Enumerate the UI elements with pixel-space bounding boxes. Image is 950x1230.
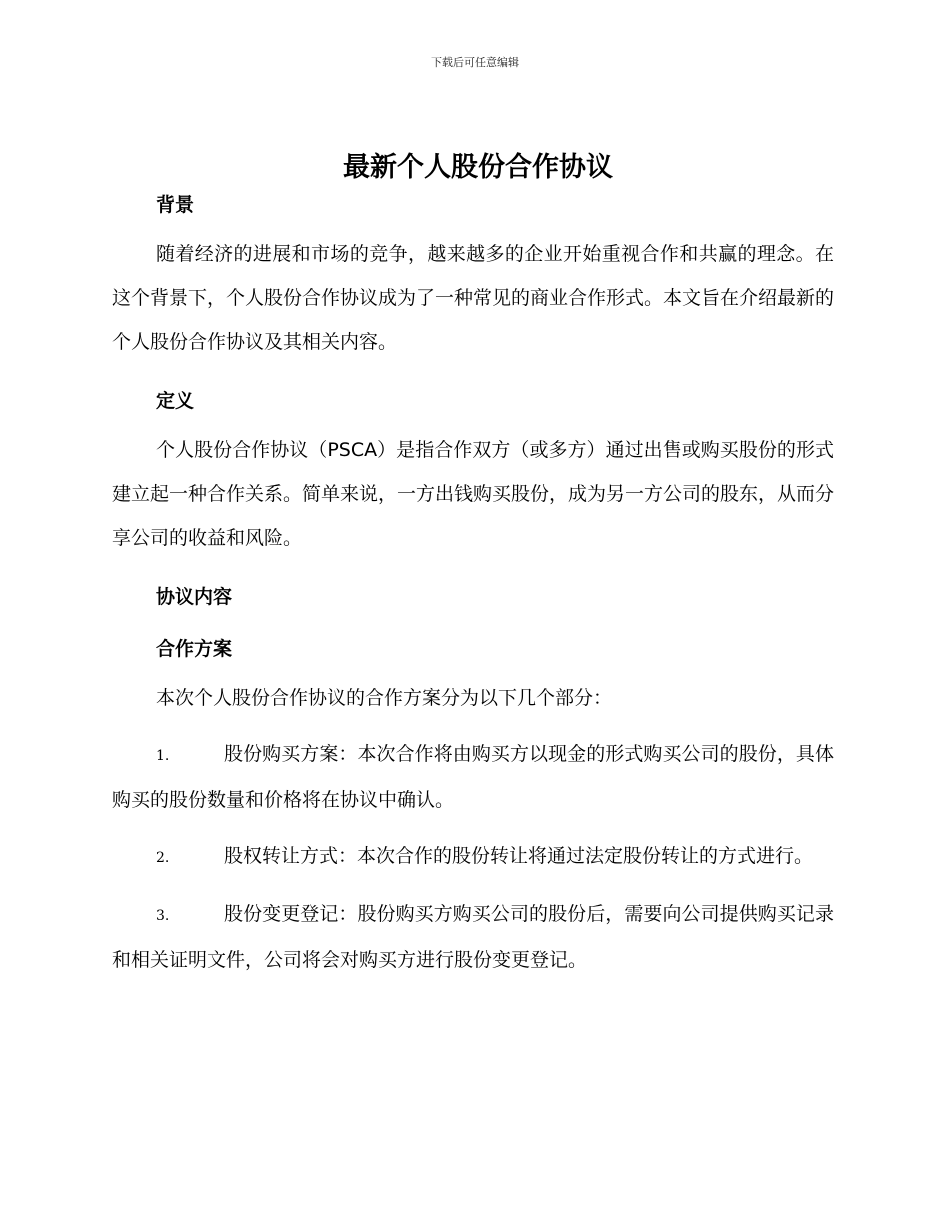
list-item [112,834,834,880]
list-item-text: 股份变更登记：股份购买方购买公司的股份后，需要向公司提供购买记录和相关证明文件，公司将会对购买方进行股份变更登记。 [112,903,834,971]
section-heading-background: 背景 [156,194,195,216]
definition-paragraph: 个人股份合作协议（PSCA）是指合作双方（或多方）通过出售或购买股份的形式建立起一种合作关系。简单来说，一方出钱购买股份，成为另一方公司的股东，从而分享公司的收益和风险。 [112,439,835,549]
list-item-number: 1. [156,748,170,764]
document-body [112,146,834,982]
plan-intro-paragraph: 本次个人股份合作协议的合作方案分为以下几个部分： [156,687,613,709]
list-item-text: 股权转让方式：本次合作的股份转让将通过法定股份转让的方式进行。 [224,845,814,867]
section-heading-definition: 定义 [156,390,195,412]
background-paragraph: 随着经济的进展和市场的竞争，越来越多的企业开始重视合作和共赢的理念。在这个背景下，个人股份合作协议成为了一种常见的商业合作形式。本文旨在介绍最新的个人股份合作协议及其相关内容。 [112,243,835,353]
list-item-text: 股份购买方案：本次合作将由购买方以现金的形式购买公司的股份，具体购买的股份数量和价格将在协议中确认。 [112,743,834,811]
subsection-heading-cooperation-plan: 合作方案 [156,638,233,660]
list-item [112,732,834,822]
list-item-number: 2. [156,850,170,866]
document-title: 最新个人股份合作协议 [343,152,613,183]
page-header-note: 下载后可任意编辑 [431,56,519,69]
list-item [112,892,834,982]
section-heading-agreement-content: 协议内容 [156,586,233,608]
list-item-number: 3. [156,908,170,924]
